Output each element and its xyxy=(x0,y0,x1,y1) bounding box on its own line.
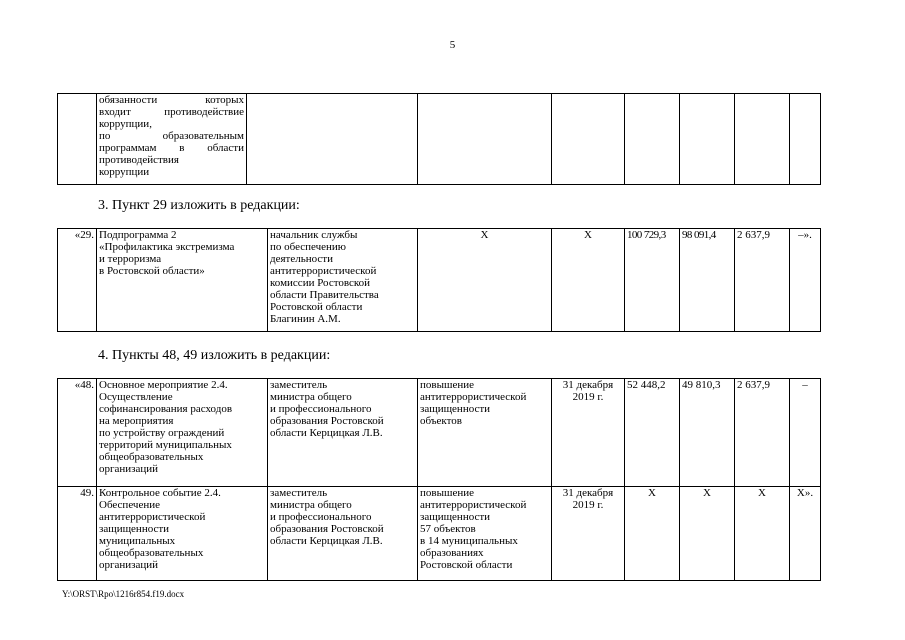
row-end: Х». xyxy=(790,487,821,581)
responsible: заместитель министра общего и профессионального образования Ростовской области Керцицкая Л.В. xyxy=(268,487,418,581)
expected-result: повышение антитеррористической защищенности 57 объектов в 14 муниципальных образованиях Ростовской области xyxy=(418,487,552,581)
responsible: начальник службы по обеспечению деятельности антитеррористической комиссии Ростовской области Правительства Ростовской области Благинин А.М. xyxy=(268,229,418,332)
file-path-footer: Y:\ORST\Rpo\1216r854.f19.docx xyxy=(62,589,185,599)
text-line: по образовательным xyxy=(99,130,244,142)
row-number: «29. xyxy=(58,229,97,332)
continuation-table xyxy=(57,93,821,185)
value-local: 2 637,9 xyxy=(735,379,790,487)
rows48-49-table xyxy=(57,378,821,581)
value-total: Х xyxy=(625,487,680,581)
value-regional: 49 810,3 xyxy=(680,379,735,487)
expected-result: повышение антитеррористической защищенности объектов xyxy=(418,379,552,487)
deadline: 31 декабря 2019 г. xyxy=(552,379,625,487)
row-number: 49. xyxy=(58,487,97,581)
value-regional: Х xyxy=(680,487,735,581)
expected-result: Х xyxy=(418,229,552,332)
value-local: 2 637,9 xyxy=(735,229,790,332)
cell-text xyxy=(97,94,247,185)
row-number: «48. xyxy=(58,379,97,487)
paragraph-item-4: 4. Пункты 48, 49 изложить в редакции: xyxy=(98,348,331,363)
text-line: коррупции, xyxy=(99,118,152,130)
value-total: 100 729,3 xyxy=(625,229,680,332)
deadline: 31 декабря 2019 г. xyxy=(552,487,625,581)
deadline: Х xyxy=(552,229,625,332)
event-name: Основное мероприятие 2.4. Осуществление софинансирования расходов на мероприятия по устройству ограждений территорий муниципальных общеобразовательных организаций xyxy=(97,379,268,487)
event-name: Подпрограмма 2 «Профилактика экстремизма и терроризма в Ростовской области» xyxy=(97,229,268,332)
paragraph-item-3: 3. Пункт 29 изложить в редакции: xyxy=(98,198,300,213)
row29-table xyxy=(57,228,821,332)
text-line: входит противодействие xyxy=(99,106,244,118)
text-line: противодействия xyxy=(99,154,179,166)
text-line: программам в области xyxy=(99,142,244,154)
text-line: обязанности которых xyxy=(99,94,244,106)
value-regional: 98 091,4 xyxy=(680,229,735,332)
text-line: коррупции xyxy=(99,166,150,178)
row-end: –». xyxy=(790,229,821,332)
value-local: Х xyxy=(735,487,790,581)
cell-num xyxy=(58,94,97,185)
responsible: заместитель министра общего и профессионального образования Ростовской области Керцицкая Л.В. xyxy=(268,379,418,487)
event-name: Контрольное событие 2.4. Обеспечение антитеррористической защищенности муниципальных общеобразовательных организаций xyxy=(97,487,268,581)
value-total: 52 448,2 xyxy=(625,379,680,487)
page-number: 5 xyxy=(449,39,456,51)
row-end: – xyxy=(790,379,821,487)
